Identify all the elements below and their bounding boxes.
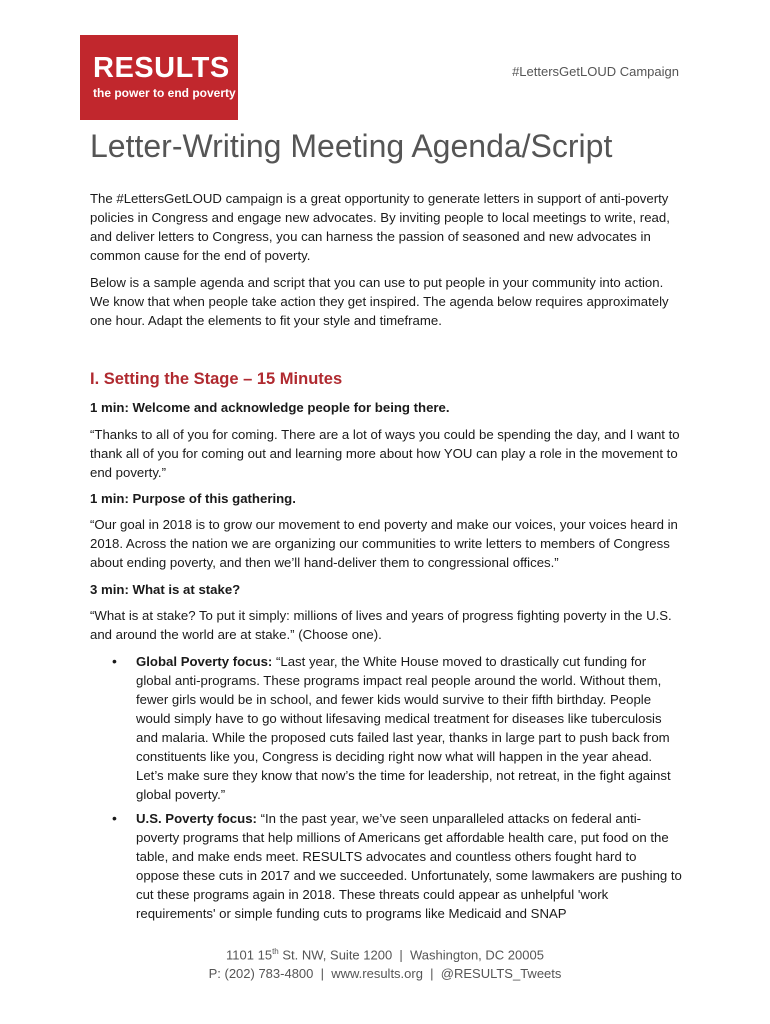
bullet-label: Global Poverty focus: <box>136 654 273 669</box>
agenda-item-text: “What is at stake? To put it simply: millions of lives and years of progress fighting poverty in the U.S. and around the world are at stake.” (Choose one). <box>90 608 672 642</box>
footer-contact: P: (202) 783-4800 | www.results.org | @RESULTS_Tweets <box>208 966 562 982</box>
bullet-body: “In the past year, we’ve seen unparalleled attacks on federal anti-poverty programs that help millions of Americans get affordable health care, put food on the table, and make ends meet. RESULTS advocates and countless others fought hard to oppose these cuts in 2017 and we succeeded. Unfortunately, some lawmakers are pushing to cut these programs again in 2018. These threats could appear as unhelpful 'work requirements' or simple funding cuts to programs like Medicaid and SNAP <box>136 811 682 921</box>
bullet-text <box>136 809 682 923</box>
footer <box>0 942 770 983</box>
logo-name: RESULTS <box>93 52 230 84</box>
page-title: Letter-Writing Meeting Agenda/Script <box>90 128 613 164</box>
bullet-body: “Last year, the White House moved to drastically cut funding for global anti-programs. These programs impact real people around the world. Without them, fewer girls would be in school, and fewer kids would survive to their fifth birthday. People would simply have to go without lifesaving medical treatment for diseases like tuberculosis and malaria. While the proposed cuts failed last year, thanks in large part to push back from constituents like you, Congress is deciding right now what will happen in the year ahead. Let’s make sure they know that now’s the time for leadership, not retreat, in the fight against global poverty.” <box>136 654 671 802</box>
bullet-dot-icon: • <box>112 653 117 669</box>
intro-paragraph-2: Below is a sample agenda and script that you can use to put people in your community into action. We know that when people take action they get inspired. The agenda below requires approximately one hour. Adapt the elements to fit your style and timeframe. <box>90 275 669 328</box>
results-logo <box>80 35 238 120</box>
agenda-item-text: “Our goal in 2018 is to grow our movement to end poverty and make our voices, your voices heard in 2018. Across the nation we are organizing our communities to write letters to members of Congress about ending poverty, and then we’ll hand-deliver them to congressional offices.” <box>90 517 678 570</box>
campaign-tag: #LettersGetLOUD Campaign <box>512 64 679 79</box>
intro-paragraph-1: The #LettersGetLOUD campaign is a great opportunity to generate letters in support of anti-poverty policies in Congress and engage new advocates. By inviting people to local meetings to write, read, and deliver letters to Congress, you can harness the passion of seasoned and new advocates in common cause for the end of poverty. <box>90 191 670 263</box>
agenda-item-text: “Thanks to all of you for coming. There are a lot of ways you could be spending the day, and I want to thank all of you for coming out and learning more about how YOU can play a role in the movement to end poverty.” <box>90 427 680 480</box>
logo-tagline: the power to end poverty <box>93 86 236 100</box>
agenda-item-heading: 1 min: Welcome and acknowledge people for being there. <box>90 400 450 415</box>
bullet-text <box>136 652 682 804</box>
footer-address: 1101 15th St. NW, Suite 1200 | Washington, DC 20005 <box>226 947 544 963</box>
agenda-item-heading: 3 min: What is at stake? <box>90 582 241 597</box>
bullet-item <box>112 652 682 804</box>
section-heading: I. Setting the Stage – 15 Minutes <box>90 370 343 388</box>
bullet-dot-icon: • <box>112 810 117 826</box>
agenda-item-heading: 1 min: Purpose of this gathering. <box>90 491 296 506</box>
bullet-label: U.S. Poverty focus: <box>136 811 257 826</box>
bullet-item <box>112 809 682 923</box>
